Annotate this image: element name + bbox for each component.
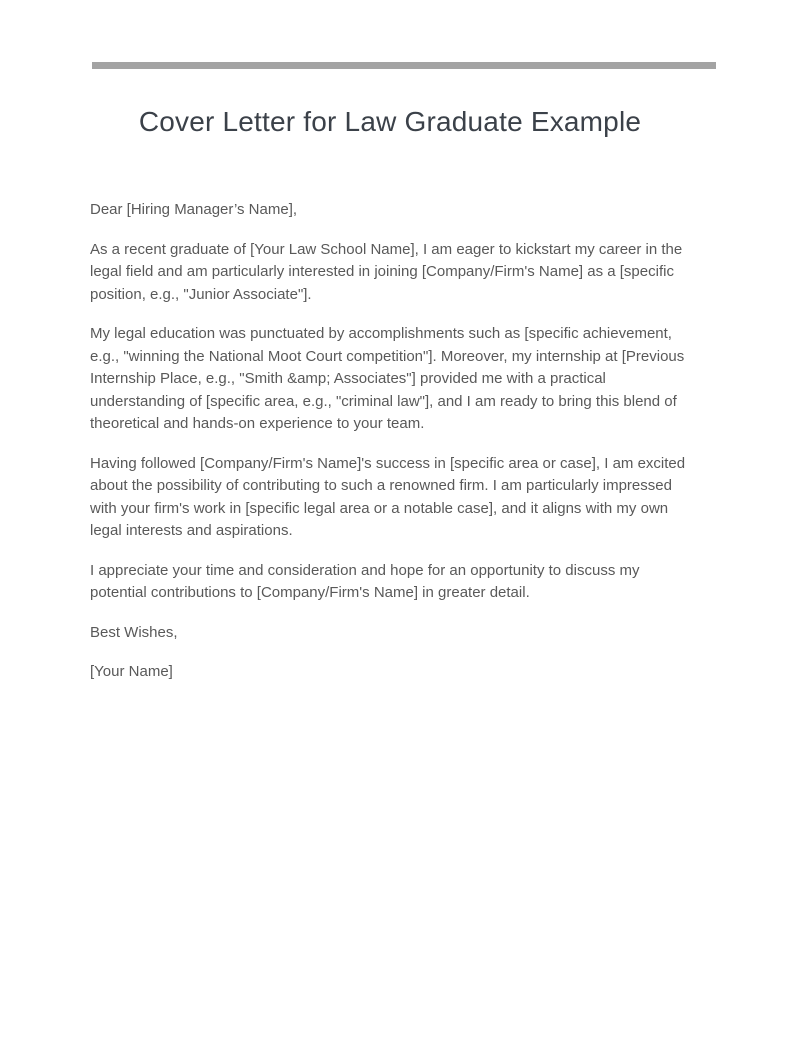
page-title: Cover Letter for Law Graduate Example — [138, 106, 642, 137]
paragraph-education: My legal education was punctuated by accomplishments such as [specific achievement, e.g., "winning the National Moot Court competition"]. Moreover, my internship at [Previous Internship Place, e.g., "Smith &amp; Associates"] provided me with a practical understanding of [specific area, e.g., "criminal law"], and I am ready to bring this blend of theoretical and hands-on experience to your team. — [90, 325, 685, 432]
letter-body — [90, 199, 690, 684]
paragraph-appreciation: I appreciate your time and consideration and hope for an opportunity to discuss my potential contributions to [Company/Firm's Name] in greater detail. — [90, 561, 640, 601]
top-divider-bar — [92, 62, 716, 69]
paragraph-firm-interest: Having followed [Company/Firm's Name]'s success in [specific area or case], I am excited about the possibility of contributing to such a renowned firm. I am particularly impressed with your firm's work in [specific legal area or a notable case], and it aligns with my own legal interests and aspirations. — [90, 454, 686, 539]
paragraph-intro: As a recent graduate of [Your Law School Name], I am eager to kickstart my career in the legal field and am particularly interested in joining [Company/Firm's Name] as a [specific position, e.g., "Junior Associate"]. — [90, 240, 683, 303]
closing: Best Wishes, — [90, 623, 178, 641]
salutation: Dear [Hiring Manager’s Name], — [90, 201, 298, 218]
signature: [Your Name] — [90, 663, 173, 680]
